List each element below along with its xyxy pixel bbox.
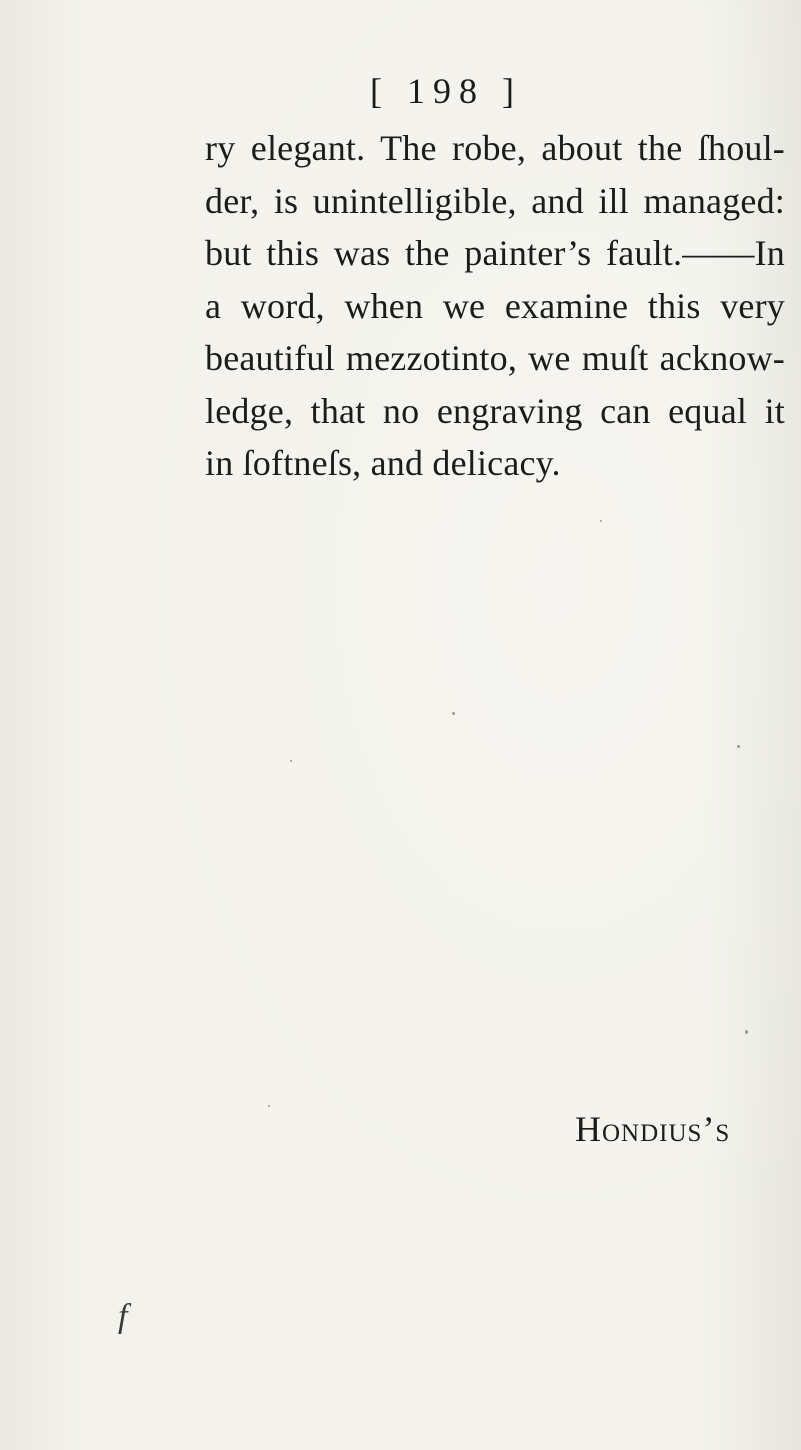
paper-speck <box>600 520 602 522</box>
text-line: beautiful mezzotinto, we muſt acknow- <box>205 338 785 378</box>
body-paragraph <box>205 122 785 490</box>
text-line: der, is unintelligible, and ill managed: <box>205 180 785 221</box>
paper-speck <box>737 745 740 748</box>
page-number: [ 198 ] <box>370 71 522 111</box>
catchword: Hondius’s <box>575 1109 731 1149</box>
paper-speck <box>290 760 292 762</box>
paper-speck <box>452 712 455 715</box>
stray-mark: f <box>118 1298 128 1335</box>
paper-speck <box>745 1030 748 1034</box>
paper-speck <box>268 1105 270 1107</box>
text-line: but this was the painter’s fault.——In <box>205 233 785 273</box>
text-line: ry elegant. The robe, about the ſhoul- <box>205 128 785 168</box>
text-line: ledge, that no engraving can equal it <box>205 390 785 431</box>
text-line: a word, when we examine this very <box>205 285 785 326</box>
text-line-last: in ſoftneſs, and delicacy. <box>205 443 561 483</box>
